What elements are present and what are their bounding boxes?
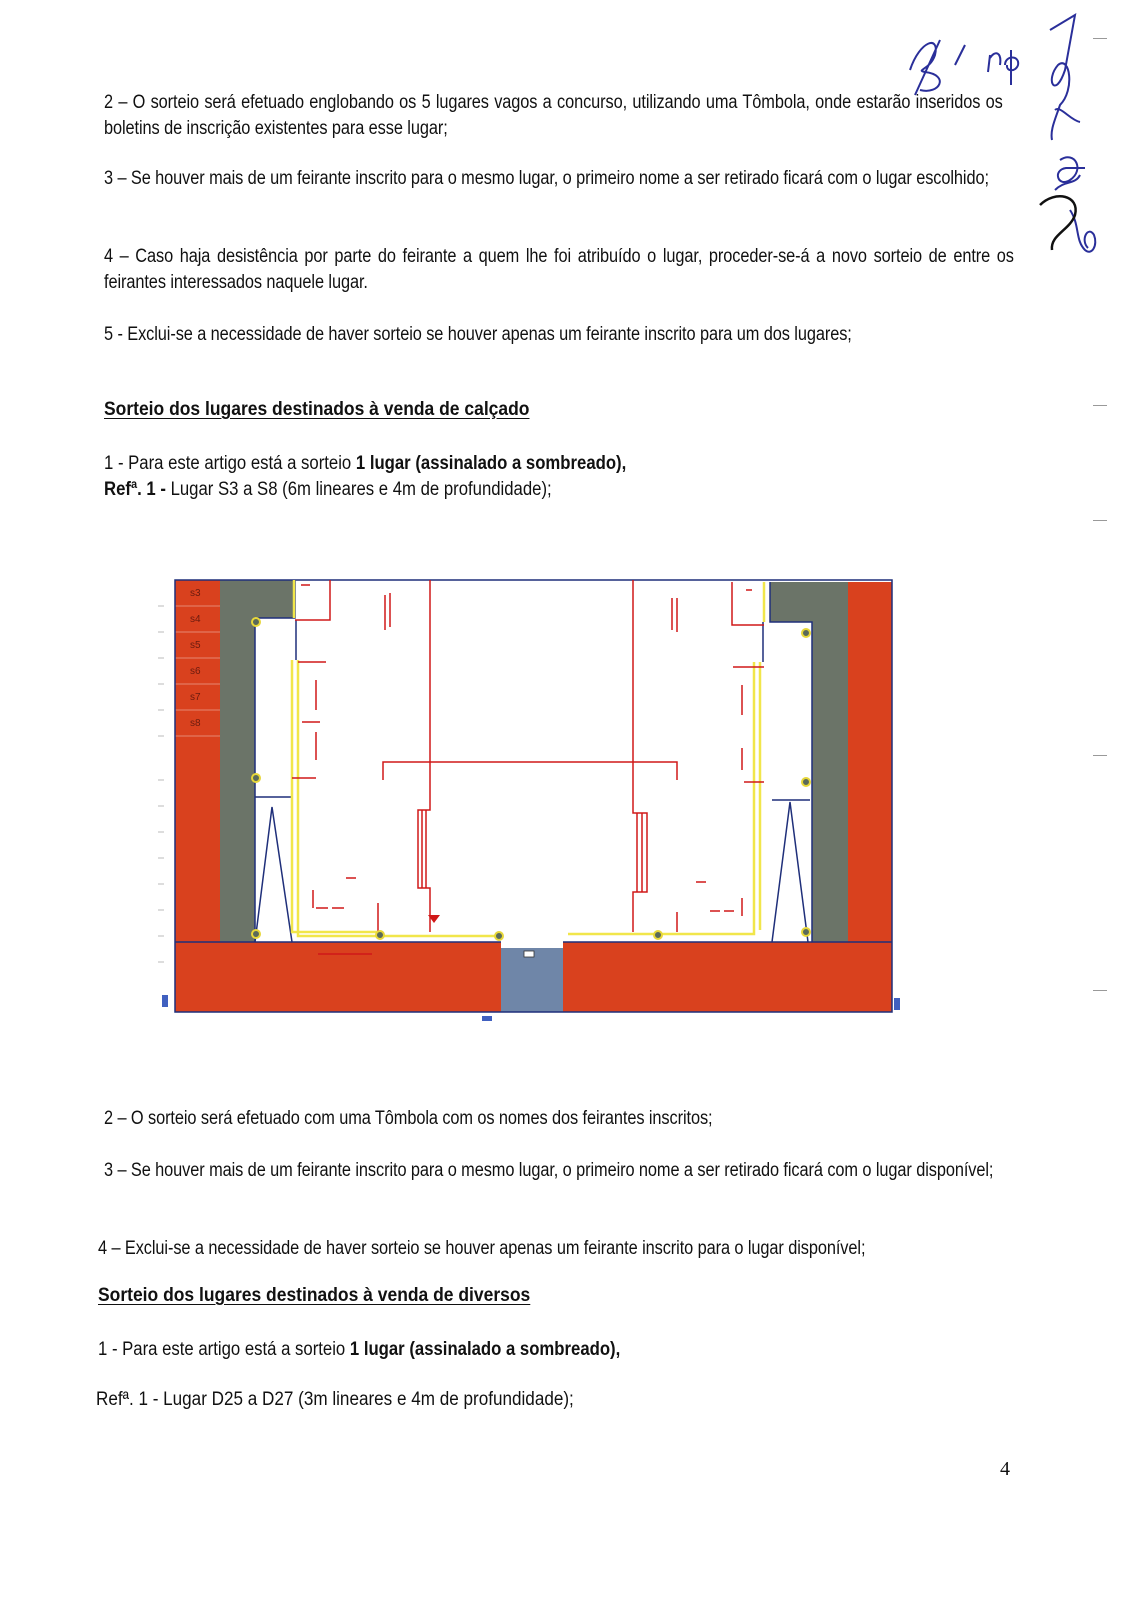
- calcado-item-4: 4 – Exclui-se a necessidade de haver sorteio se houver apenas um feirante inscrito para o lugar disponível;: [98, 1238, 866, 1259]
- paragraph-item-2: 2 – O sorteio será efetuado englobando os 5 lugares vagos a concurso, utilizando uma Tômbola, onde estarão inseridos os boletins de inscrição existentes para esse lugar;: [104, 92, 1003, 139]
- scale-marker-left: [162, 995, 168, 1007]
- gate-area: [501, 948, 563, 1012]
- shaded-area-right-top: [770, 582, 812, 622]
- margin-tick: [1093, 755, 1107, 756]
- stall-label-s3: s3: [190, 588, 201, 599]
- red-layout-lines: [292, 580, 764, 954]
- scale-marker-bottom: [482, 1016, 492, 1021]
- calcado-ref-label: Refª. 1 -: [104, 479, 166, 500]
- diversos-ref: Refª. 1 - Lugar D25 a D27 (3m lineares e 4m de profundidade);: [96, 1389, 574, 1410]
- calcado-item-2: 2 – O sorteio será efetuado com uma Tômbola com os nomes dos feirantes inscritos;: [104, 1108, 713, 1129]
- diversos-item-1-text: 1 - Para este artigo está a sorteio: [98, 1339, 350, 1360]
- margin-tick: [1093, 405, 1107, 406]
- stall-label-s7: s7: [190, 692, 201, 703]
- stall-label-s6: s6: [190, 666, 201, 677]
- diversos-item-1-bold: 1 lugar (assinalado a sombreado),: [349, 1339, 621, 1360]
- paragraph-item-3: 3 – Se houver mais de um feirante inscrito para o mesmo lugar, o primeiro nome a ser retirado ficará com o lugar escolhido;: [104, 168, 989, 189]
- calcado-item-1-text: 1 - Para este artigo está a sorteio: [104, 453, 356, 474]
- shaded-area-right: [812, 582, 848, 942]
- margin-tick: [1093, 520, 1107, 521]
- calcado-item-1-bold: 1 lugar (assinalado a sombreado),: [355, 453, 627, 474]
- diversos-item-1: [98, 1337, 620, 1363]
- stall-label-s4: s4: [190, 614, 201, 625]
- stall-column-right: [848, 582, 892, 942]
- initials-mp: [988, 50, 1018, 85]
- paragraph-item-4: 4 – Caso haja desistência por parte do feirante a quem lhe foi atribuído o lugar, proceder-se-á a novo sorteio de entre os feirantes interessados naquele lugar.: [104, 246, 1014, 293]
- calcado-ref-text: Lugar S3 a S8 (6m lineares e 4m de profundidade);: [165, 479, 552, 500]
- shaded-area-left-top: [255, 580, 295, 618]
- scale-marker-right: [894, 998, 900, 1010]
- ruler-ticks: [158, 606, 164, 962]
- stall-row-bottom-left: [175, 942, 501, 1012]
- floor-plan: [150, 570, 910, 1030]
- gate-marker: [524, 951, 534, 957]
- paragraph-item-5: 5 - Exclui-se a necessidade de haver sorteio se houver apenas um feirante inscrito para um dos lugares;: [104, 324, 852, 345]
- calcado-item-1: [104, 451, 626, 503]
- initials-af: [1055, 157, 1085, 190]
- stall-label-s5: s5: [190, 640, 201, 651]
- margin-tick: [1093, 38, 1107, 39]
- anchor-points: [252, 618, 810, 940]
- yellow-boundaries: [292, 580, 764, 936]
- stall-column-left: [175, 580, 220, 942]
- initials-sb: [910, 40, 940, 95]
- section-heading-calcado: Sorteio dos lugares destinados à venda de calçado: [104, 399, 530, 420]
- margin-tick: [1093, 990, 1107, 991]
- section-heading-diversos: Sorteio dos lugares destinados à venda de diversos: [98, 1285, 531, 1306]
- calcado-item-3: 3 – Se houver mais de um feirante inscrito para o mesmo lugar, o primeiro nome a ser retirado ficará com o lugar disponível;: [104, 1160, 994, 1181]
- initials-black: [1040, 196, 1076, 250]
- page-number: 4: [1000, 1458, 1010, 1480]
- stall-label-s8: s8: [190, 718, 201, 729]
- stall-row-bottom-right: [563, 942, 892, 1012]
- initials-ml: [1050, 15, 1080, 140]
- initials-slash: [955, 45, 965, 65]
- shaded-area-left: [220, 580, 255, 942]
